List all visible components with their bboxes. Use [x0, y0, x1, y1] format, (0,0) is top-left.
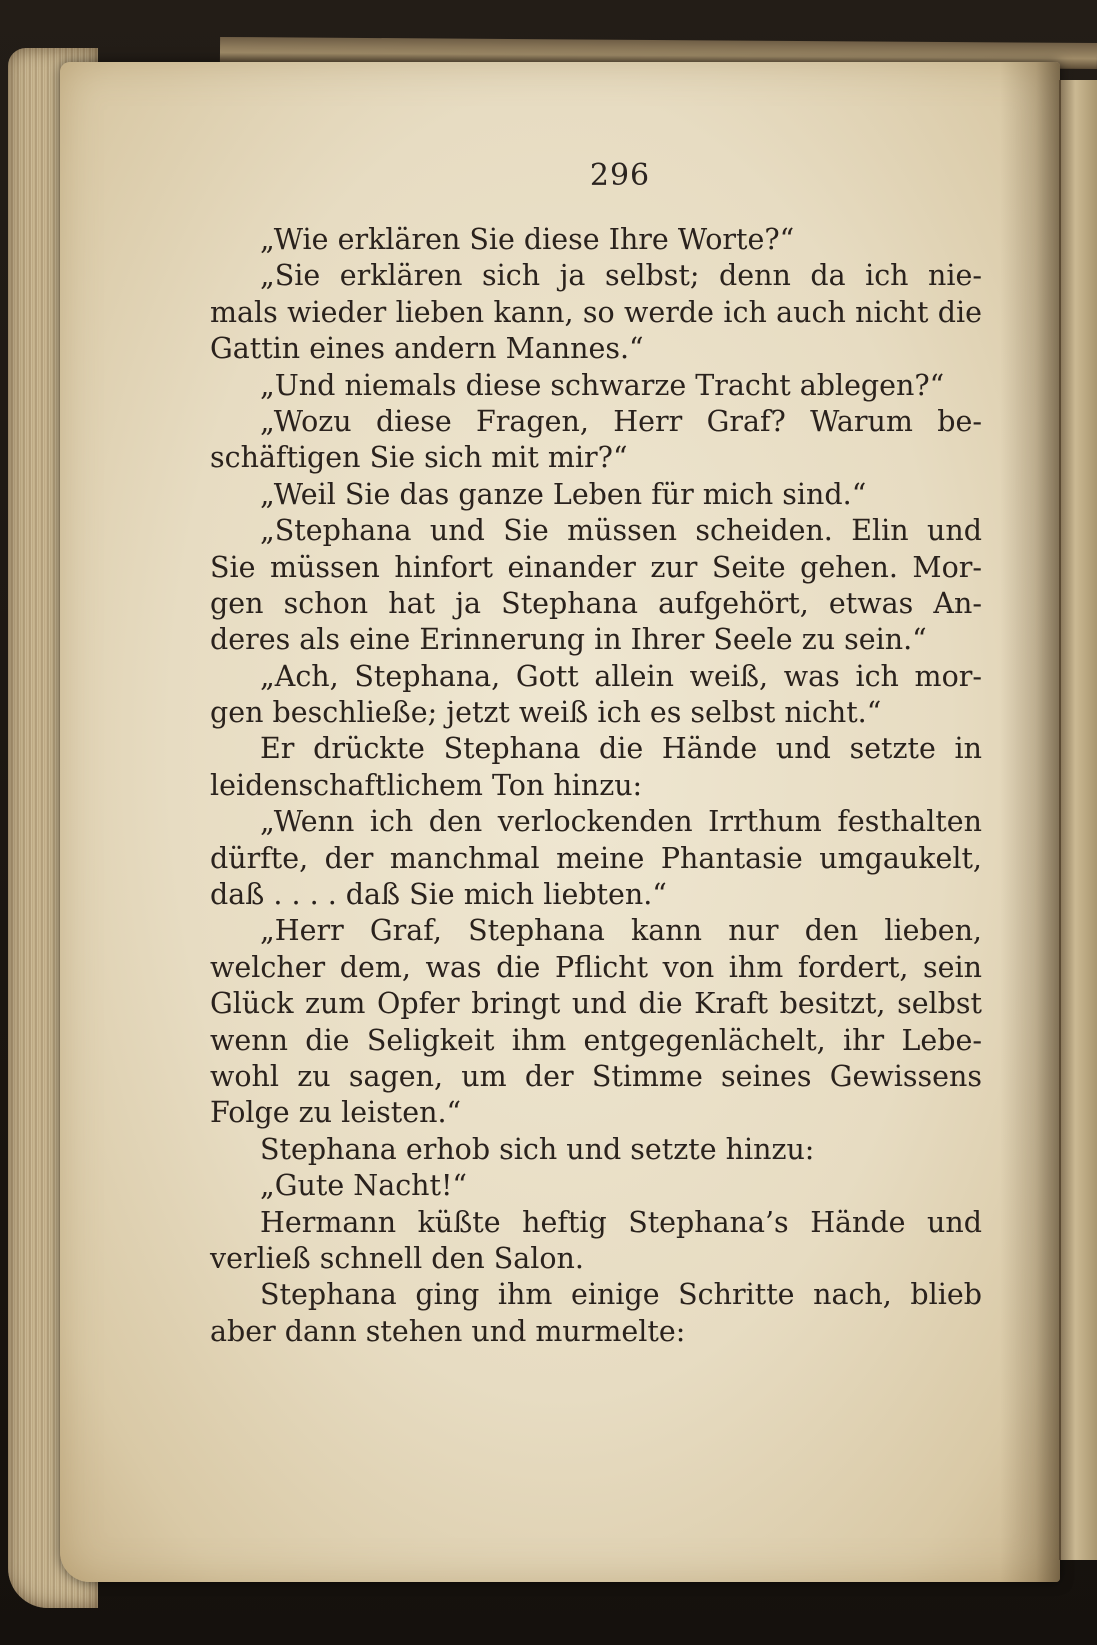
text-line: aber dann stehen und murmelte: — [210, 1314, 686, 1348]
body-text — [210, 222, 982, 1350]
text-line: dürfte, der manchmal meine Phantasie umgaukelt, — [210, 841, 982, 875]
text-line: Er drückte Stephana die Hände und setzte in — [260, 732, 982, 766]
text-line: gen schon hat ja Stephana aufgehört, etwas An- — [210, 586, 982, 620]
text-line: „Sie erklären sich ja selbst; denn da ich nie- — [260, 259, 982, 293]
text-line: Glück zum Opfer bringt und die Kraft besitzt, selbst — [210, 987, 982, 1021]
text-line: „Und niemals diese schwarze Tracht ablegen?“ — [260, 368, 945, 402]
facing-page-edge — [1059, 80, 1097, 1560]
text-line: verließ schnell den Salon. — [210, 1241, 584, 1275]
text-line: mals wieder lieben kann, so werde ich auch nicht die — [210, 295, 982, 329]
text-line: Folge zu leisten.“ — [210, 1096, 462, 1130]
text-line: wenn die Seligkeit ihm entgegenlächelt, ihr Lebe- — [210, 1023, 982, 1057]
text-line: leidenschaftlichem Ton hinzu: — [210, 768, 643, 802]
page-number: 296 — [589, 158, 651, 193]
text-line: schäftigen Sie sich mit mir?“ — [210, 441, 628, 475]
text-line: „Herr Graf, Stephana kann nur den lieben, — [260, 914, 982, 948]
text-line: deres als eine Erinnerung in Ihrer Seele zu sein.“ — [210, 623, 927, 657]
text-line: Stephana ging ihm einige Schritte nach, blieb — [260, 1278, 982, 1312]
text-line: „Weil Sie das ganze Leben für mich sind.“ — [260, 477, 867, 511]
text-line: Sie müssen hinfort einander zur Seite gehen. Mor- — [210, 550, 982, 584]
text-line: daß . . . . daß Sie mich liebten.“ — [210, 878, 667, 912]
text-line: „Wie erklären Sie diese Ihre Worte?“ — [260, 223, 795, 256]
text-line: wohl zu sagen, um der Stimme seines Gewissens — [210, 1059, 982, 1093]
text-line: Stephana erhob sich und setzte hinzu: — [260, 1132, 815, 1166]
text-line: Hermann küßte heftig Stephana’s Hände und — [260, 1205, 982, 1239]
page-gutter-shadow — [1000, 62, 1060, 1582]
text-line: Gattin eines andern Mannes.“ — [210, 332, 644, 366]
text-line: „Wenn ich den verlockenden Irrthum festhalten — [260, 805, 982, 839]
text-line: „Ach, Stephana, Gott allein weiß, was ich mor- — [260, 659, 982, 693]
text-line: „Wozu diese Fragen, Herr Graf? Warum be- — [260, 404, 982, 438]
text-line: gen beschließe; jetzt weiß ich es selbst nicht.“ — [210, 696, 882, 730]
text-line: „Stephana und Sie müssen scheiden. Elin und — [260, 514, 982, 548]
text-line: „Gute Nacht!“ — [260, 1169, 467, 1203]
text-line: welcher dem, was die Pflicht von ihm fordert, sein — [210, 950, 982, 984]
